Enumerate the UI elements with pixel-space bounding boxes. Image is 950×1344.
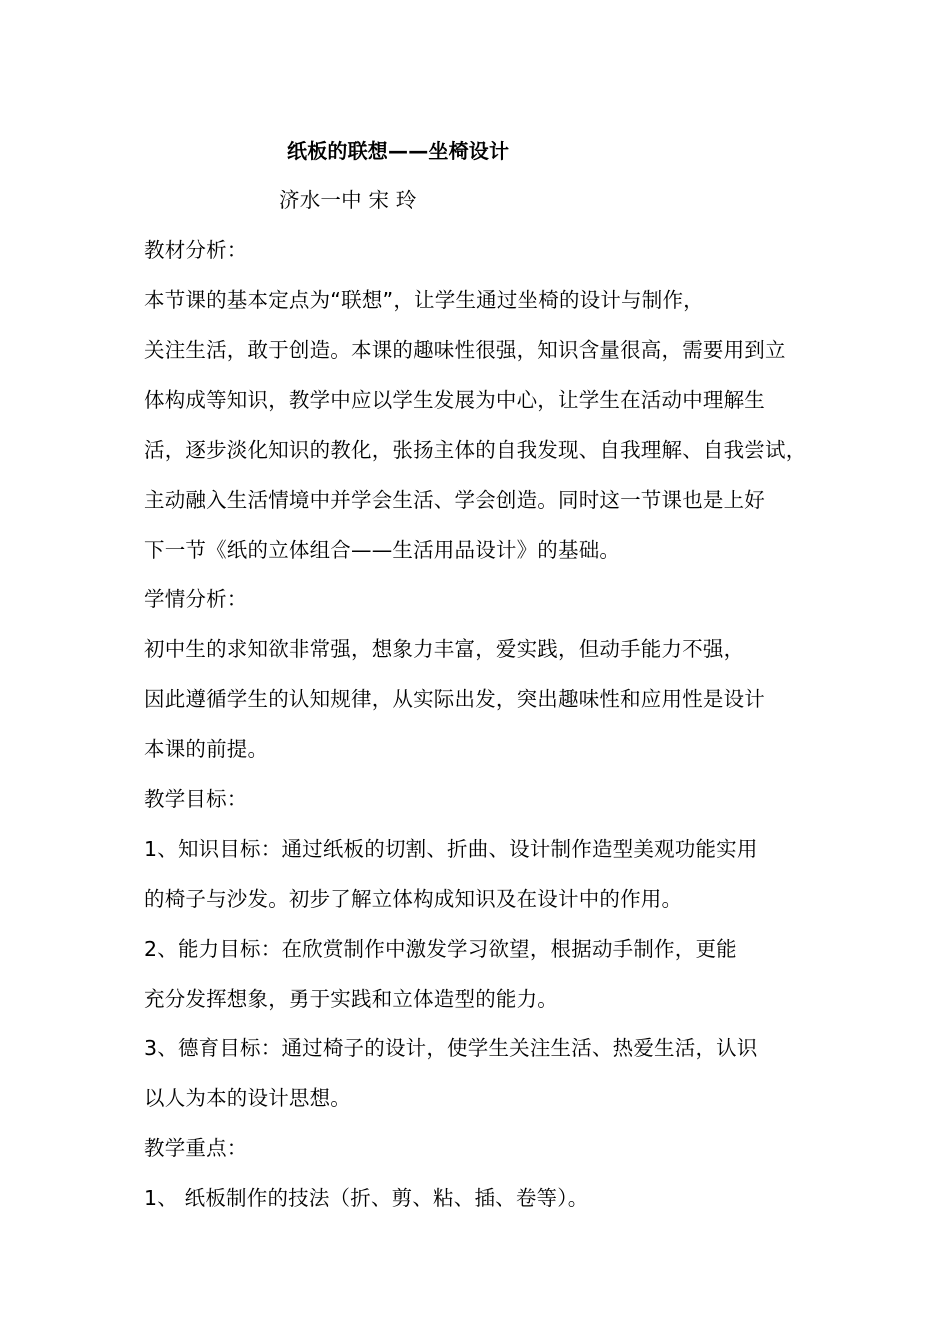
paragraph-line: 初中生的求知欲非常强，想象力丰富，爱实践，但动手能力不强， [144, 637, 745, 661]
paragraph-line: 因此遵循学生的认知规律，从实际出发，突出趣味性和应用性是设计 [144, 687, 765, 711]
paragraph-line: 关注生活，敢于创造。本课的趣味性很强，知识含量很高，需要用到立 [144, 338, 786, 362]
section-heading-students: 学情分析： [144, 587, 248, 611]
section-heading-keypoints: 教学重点： [144, 1136, 248, 1160]
paragraph-line: 本节课的基本定点为“联想”，让学生通过坐椅的设计与制作， [144, 288, 704, 312]
paragraph-line: 2、能力目标：在欣赏制作中激发学习欲望，根据动手制作，更能 [144, 937, 737, 961]
paragraph-line: 活，逐步淡化知识的教化，张扬主体的自我发现、自我理解、自我尝试， [144, 438, 807, 462]
paragraph-line: 1、 纸板制作的技法（折、剪、粘、插、卷等）。 [144, 1186, 589, 1210]
section-heading-material: 教材分析： [144, 238, 248, 262]
paragraph-line: 的椅子与沙发。初步了解立体构成知识及在设计中的作用。 [144, 887, 683, 911]
author-line: 济水一中 宋 玲 [279, 188, 417, 212]
paragraph-line: 主动融入生活情境中并学会生活、学会创造。同时这一节课也是上好 [144, 488, 765, 512]
paragraph-line: 3、德育目标：通过椅子的设计，使学生关注生活、热爱生活，认识 [144, 1036, 758, 1060]
paragraph-line: 充分发挥想象，勇于实践和立体造型的能力。 [144, 987, 558, 1011]
paragraph-line: 本课的前提。 [144, 737, 269, 761]
paragraph-line: 1、知识目标：通过纸板的切割、折曲、设计制作造型美观功能实用 [144, 837, 758, 861]
document-title: 纸板的联想——坐椅设计 [287, 139, 510, 163]
paragraph-line: 下一节《纸的立体组合——生活用品设计》的基础。 [144, 538, 621, 562]
paragraph-line: 以人为本的设计思想。 [144, 1086, 351, 1110]
section-heading-goals: 教学目标： [144, 787, 248, 811]
paragraph-line: 体构成等知识，教学中应以学生发展为中心，让学生在活动中理解生 [144, 388, 765, 412]
